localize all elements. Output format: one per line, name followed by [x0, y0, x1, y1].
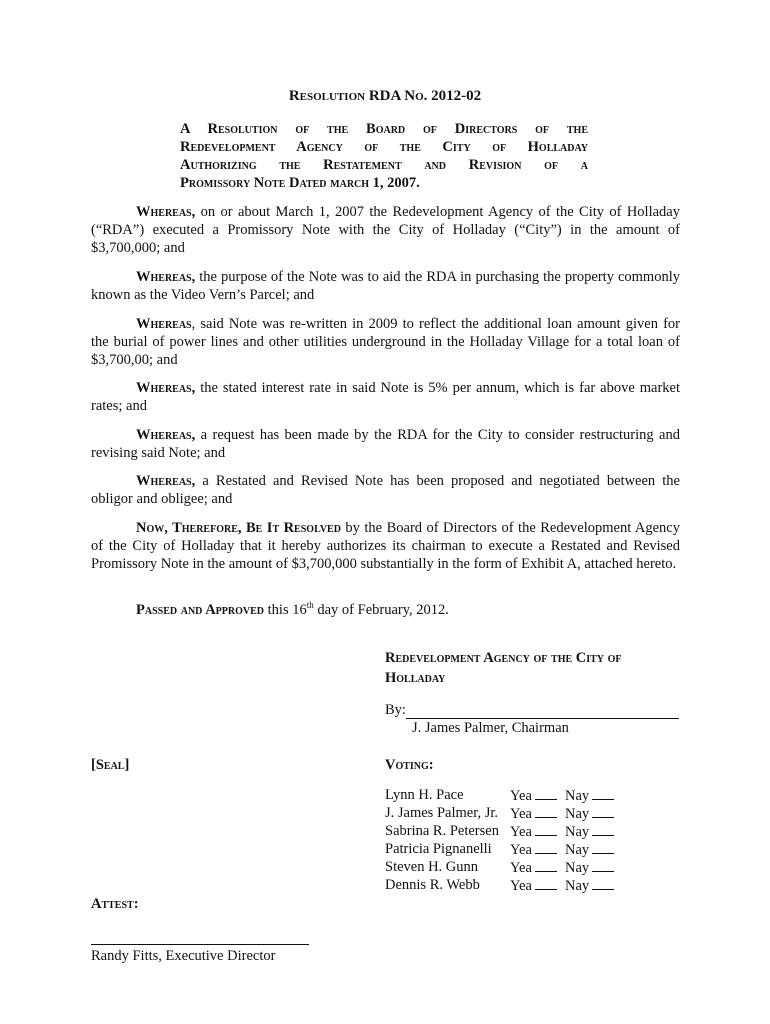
seal-label: [Seal]	[91, 757, 130, 773]
nay-vote: Nay	[565, 877, 614, 895]
yea-blank	[535, 877, 557, 890]
voting-label: Voting:	[385, 757, 434, 773]
nay-blank	[592, 787, 614, 800]
nay-blank	[592, 841, 614, 854]
whereas-paragraph-4: Whereas, the stated interest rate in said Note is 5% per annum, which is far above market rates; and	[91, 380, 680, 414]
signature-line	[406, 704, 679, 719]
chairman-name: J. James Palmer, Chairman	[412, 720, 569, 736]
voter-name: Steven H. Gunn	[385, 859, 479, 875]
voter-name: Lynn H. Pace	[385, 787, 464, 803]
resolution-subtitle	[180, 120, 588, 192]
nay-vote: Nay	[565, 841, 614, 859]
subtitle-line: Redevelopment Agency of the City of Holladay	[180, 139, 588, 155]
nay-vote: Nay	[565, 787, 614, 805]
subtitle-line: Authorizing the Restatement and Revision of a	[180, 157, 588, 173]
yea-vote: Yea	[510, 841, 557, 859]
nay-vote: Nay	[565, 805, 614, 823]
voter-name: Dennis R. Webb	[385, 877, 480, 893]
resolution-title: Resolution RDA No. 2012-02	[288, 88, 482, 104]
voter-name: Patricia Pignanelli	[385, 841, 492, 857]
nay-blank	[592, 823, 614, 836]
whereas-paragraph-5: Whereas, a request has been made by the RDA for the City to consider restructuring and revising said Note; and	[91, 427, 680, 461]
nay-blank	[592, 805, 614, 818]
yea-vote: Yea	[510, 787, 557, 805]
yea-blank	[535, 859, 557, 872]
yea-vote: Yea	[510, 859, 557, 877]
nay-blank	[592, 877, 614, 890]
yea-blank	[535, 805, 557, 818]
nay-vote: Nay	[565, 823, 614, 841]
voter-name: Sabrina R. Petersen	[385, 823, 499, 839]
yea-blank	[535, 787, 557, 800]
whereas-paragraph-1: Whereas, on or about March 1, 2007 the Redevelopment Agency of the City of Holladay (“RDA”) executed a Promissory Note with the City of Holladay (“City”) in the amount of $3,700,000; and	[91, 204, 680, 256]
passed-approved-line: Passed and Approved this 16th day of February, 2012.	[136, 600, 449, 618]
whereas-paragraph-6: Whereas, a Restated and Revised Note has been proposed and negotiated between the obligor and obligee; and	[91, 473, 680, 507]
yea-vote: Yea	[510, 805, 557, 823]
agency-name: Redevelopment Agency of the City of Holladay	[385, 650, 622, 686]
yea-vote: Yea	[510, 877, 557, 895]
attest-signer: Randy Fitts, Executive Director	[91, 948, 276, 964]
yea-blank	[535, 841, 557, 854]
subtitle-line: A Resolution of the Board of Directors of the	[180, 121, 588, 137]
voter-name: J. James Palmer, Jr.	[385, 805, 498, 821]
yea-vote: Yea	[510, 823, 557, 841]
whereas-paragraph-2: Whereas, the purpose of the Note was to aid the RDA in purchasing the property commonly known as the Video Vern’s Parcel; and	[91, 269, 680, 303]
whereas-paragraph-3: Whereas, said Note was re-written in 2009 to reflect the additional loan amount given for the burial of power lines and other utilities underground in the Holladay Village for a total loan of $3,700,00; and	[91, 316, 680, 368]
resolved-paragraph: Now, Therefore, Be It Resolved by the Board of Directors of the Redevelopment Agency of the City of Holladay that it hereby authorizes its chairman to execute a Restated and Revised Promissory Note in the amount of $3,700,000 substantially in the form of Exhibit A, attached hereto.	[91, 520, 680, 572]
attest-label: Attest:	[91, 896, 139, 912]
attest-signature-line	[91, 944, 309, 945]
nay-blank	[592, 859, 614, 872]
subtitle-line: Promissory Note Dated march 1, 2007.	[180, 175, 420, 191]
yea-blank	[535, 823, 557, 836]
nay-vote: Nay	[565, 859, 614, 877]
signature-by-line: By:	[385, 702, 679, 719]
